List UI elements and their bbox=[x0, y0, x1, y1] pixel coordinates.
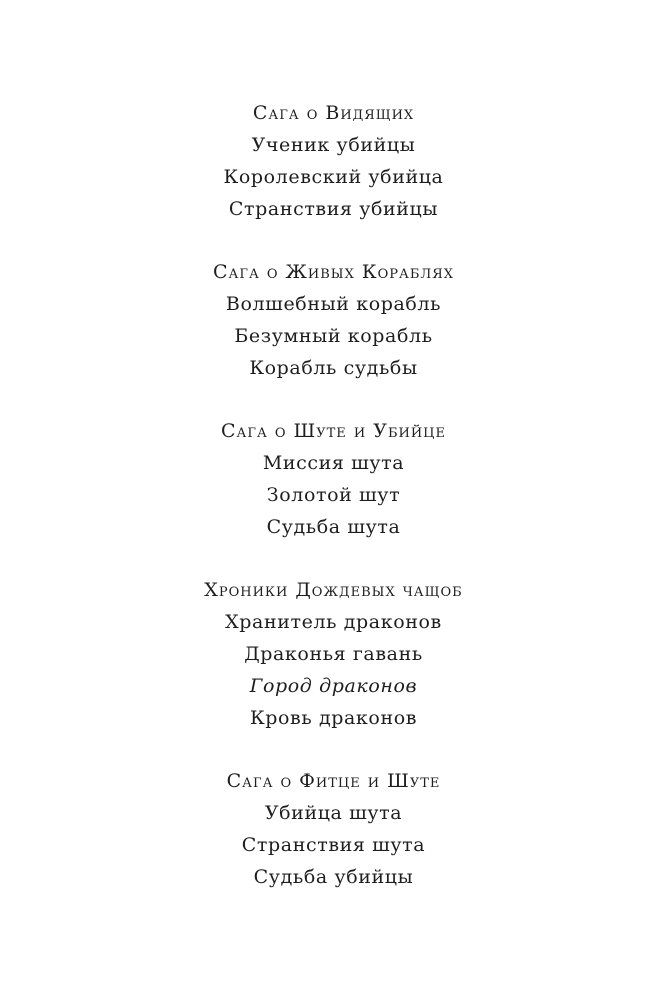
book-title: Судьба шута bbox=[266, 516, 401, 538]
series-heading: Сага о Живых Кораблях bbox=[212, 261, 454, 283]
bibliography-list bbox=[0, 97, 667, 924]
book-title: Королевский убийца bbox=[223, 166, 444, 188]
book-title: Миссия шута bbox=[262, 452, 405, 474]
series-heading: Сага о Шуте и Убийце bbox=[220, 420, 446, 442]
book-title: Золотой шут bbox=[266, 484, 401, 506]
series-block bbox=[0, 256, 667, 384]
book-title: Безумный корабль bbox=[234, 325, 433, 347]
book-title: Судьба убийцы bbox=[253, 866, 414, 888]
book-title: Драконья гавань bbox=[244, 643, 423, 665]
series-block bbox=[0, 765, 667, 893]
series-block bbox=[0, 97, 667, 225]
book-title: Хранитель драконов bbox=[225, 611, 442, 633]
series-block bbox=[0, 415, 667, 543]
series-heading: Хроники Дождевых чащоб bbox=[204, 579, 463, 601]
series-heading: Сага о Видящих bbox=[252, 102, 415, 124]
book-title: Корабль судьбы bbox=[249, 357, 418, 379]
book-title-italic: Город драконов bbox=[249, 675, 418, 697]
book-title: Странствия убийцы bbox=[228, 198, 439, 220]
book-title: Убийца шута bbox=[264, 802, 403, 824]
book-title: Кровь драконов bbox=[249, 707, 418, 729]
book-title: Волшебный корабль bbox=[225, 293, 442, 315]
series-block bbox=[0, 574, 667, 734]
book-title: Странствия шута bbox=[241, 834, 426, 856]
series-heading: Сага о Фитце и Шуте bbox=[226, 770, 441, 792]
book-title: Ученик убийцы bbox=[251, 134, 416, 156]
